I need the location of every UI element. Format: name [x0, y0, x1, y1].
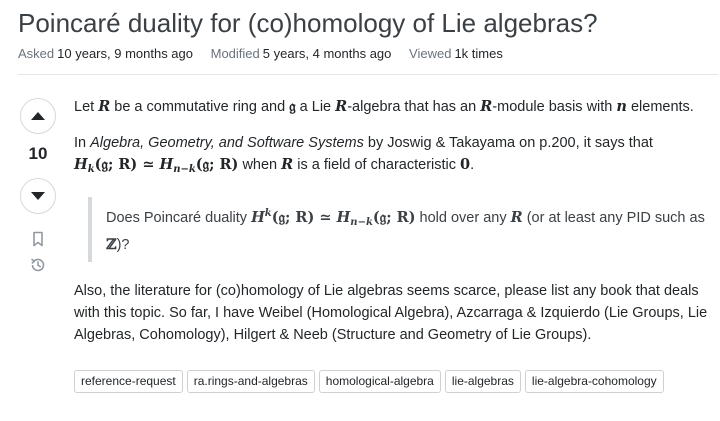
downvote-icon [30, 191, 46, 201]
question-meta [18, 46, 517, 61]
header-divider [18, 74, 718, 75]
tag-homological-algebra[interactable]: homological-algebra [319, 370, 441, 393]
viewed-label: Viewed [409, 46, 452, 61]
book-title: Algebra, Geometry, and Software Systems [90, 135, 364, 151]
body-paragraph-3: Also, the literature for (co)homology of Lie algebras seems scarce, please list any book that deals with this topic. So far, I have Weibel (Homological Algebra), Azcarraga & Izquierdo (Lie Groups, Lie Algebras, Cohomology), Hilgert & Neeb (Structure and Geometry of Lie Groups). [74, 283, 708, 343]
downvote-button[interactable] [20, 178, 56, 214]
question-blockquote: Does Poincaré duality $H^k(𝔤$; R) ≃ $H_{n-k}(𝔤$; R) hold over any R (or at least any PID such as ℤ)? [88, 197, 708, 262]
upvote-button[interactable] [20, 98, 56, 134]
bookmark-icon[interactable] [29, 230, 47, 248]
asked-value[interactable]: 10 years, 9 months ago [57, 46, 193, 61]
modified-value[interactable]: 5 years, 4 months ago [262, 46, 392, 61]
tag-lie-algebras[interactable]: lie-algebras [445, 370, 521, 393]
tag-reference-request[interactable]: reference-request [74, 370, 183, 393]
history-icon[interactable] [29, 256, 47, 274]
viewed-value: 1k times [454, 46, 503, 61]
modified-meta [211, 46, 395, 61]
tag-lie-algebra-cohomology[interactable]: lie-algebra-cohomology [525, 370, 664, 393]
question-title[interactable]: Poincaré duality for (co)homology of Lie algebras? [18, 8, 598, 38]
body-paragraph-1: Let R be a commutative ring and 𝔤 a Lie R-algebra that has an R-module basis with n elements. [74, 98, 694, 115]
vote-count: 10 [28, 144, 48, 163]
question-body [74, 96, 708, 362]
modified-label: Modified [210, 46, 260, 61]
asked-meta [18, 46, 197, 61]
tag-list [74, 370, 664, 393]
asked-label: Asked [18, 46, 55, 61]
body-paragraph-2: In Algebra, Geometry, and Software Systems by Joswig & Takayama on p.200, it says that $H_k(𝔤$; R) ≃ $H_{n-k}(𝔤$; R) when R is a field of characteristic 0. [74, 135, 653, 175]
tag-ra-rings-and-algebras[interactable]: ra.rings-and-algebras [187, 370, 315, 393]
viewed-meta [409, 46, 503, 61]
upvote-icon [30, 111, 46, 121]
